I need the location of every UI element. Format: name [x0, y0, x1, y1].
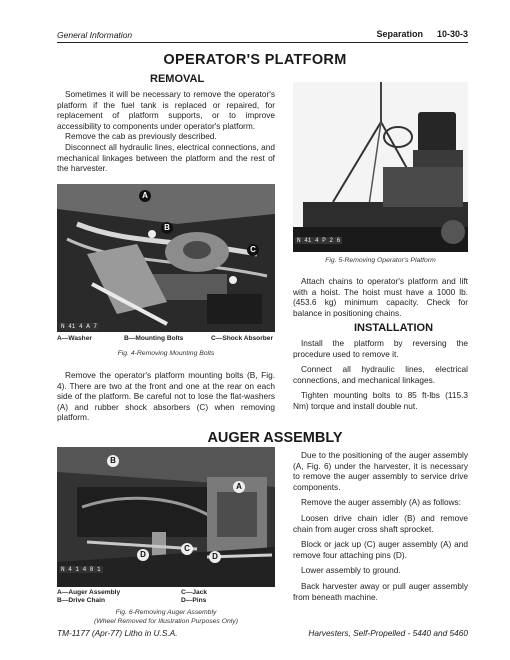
figure-6-photo — [57, 447, 275, 587]
figure-5-photo — [293, 82, 468, 252]
callout-b: B — [107, 455, 119, 467]
legend-item: B—Drive Chain — [57, 597, 105, 605]
header-rule — [57, 42, 468, 43]
figure-4-photo — [57, 184, 275, 332]
photo-stamp: N 41 4 A 7 — [61, 323, 98, 330]
paragraph: Due to the positioning of the auger assembly (A, Fig. 6) under the harvester, it is necessary to remove the auger assembly to service drive components. — [293, 450, 468, 492]
callout-a: A — [139, 190, 151, 202]
figure-6-legend-left — [57, 589, 120, 605]
callout-d: D — [209, 551, 221, 563]
paragraph: Lower assembly to ground. — [301, 565, 401, 576]
paragraph: Remove the auger assembly (A) as follows: — [301, 497, 462, 508]
running-header-left: General Information — [57, 30, 133, 40]
footer-right: Harvesters, Self-Propelled - 5440 and 5460 — [308, 628, 468, 638]
removal-heading: REMOVAL — [150, 73, 205, 85]
page-title: OPERATOR'S PLATFORM — [163, 52, 347, 68]
attach-chains-text — [293, 276, 468, 318]
figure-6-legend-right — [181, 589, 207, 605]
callout-c: C — [181, 543, 193, 555]
running-header-right — [376, 29, 468, 39]
callout-d: D — [137, 549, 149, 561]
caption-line: (Wheel Removed for Illustration Purposes Only) — [94, 617, 238, 625]
figure-5-caption: Fig. 5-Removing Operator's Platform — [325, 257, 436, 264]
callout-b: B — [161, 222, 173, 234]
photo-stamp: N 4 1 4 8 1 — [61, 566, 101, 573]
auger-text — [293, 450, 468, 602]
paragraph: Block or jack up (C) auger assembly (A) and remove four attaching pins (D). — [293, 539, 468, 560]
section-name: Separation — [376, 29, 423, 39]
removal-text — [57, 89, 275, 174]
footer-left: TM-1177 (Apr-77) Litho in U.S.A. — [57, 628, 178, 638]
page-number: 10-30-3 — [436, 29, 468, 39]
removal-continued-text — [57, 370, 275, 423]
figure-4-legend-b: B—Mounting Bolts — [124, 335, 184, 342]
paragraph: Tighten mounting bolts to 85 ft-lbs (115.3 Nm) torque and install double nut. — [293, 390, 468, 411]
paragraph: Attach chains to operator's platform and lift with a hoist. The hoist must have a 1000 lb. (453.6 kg) minimum capacity. Check for balance in positioning chains. — [293, 276, 468, 318]
auger-section-title: AUGER ASSEMBLY — [207, 430, 343, 446]
paragraph: Loosen drive chain idler (B) and remove chain from auger cross shaft sprocket. — [293, 512, 468, 534]
legend-item: A—Auger Assembly — [57, 589, 121, 596]
figure-6-caption — [57, 609, 275, 626]
paragraph: Connect all hydraulic lines, electrical connections, and mechanical linkages. — [293, 364, 468, 385]
paragraph: Remove the operator's platform mounting bolts (B, Fig. 4). There are two at the front and one at the rear on each side of the platform. Be careful not to lose the flat-washers (A) and rubber shock absorbers (C) when removing platform. — [57, 370, 275, 423]
paragraph: Install the platform by reversing the procedure used to remove it. — [293, 338, 468, 359]
figure-4-legend-a: A—Washer — [57, 335, 92, 342]
installation-text — [293, 338, 468, 412]
paragraph: Remove the cab as previously described. — [65, 131, 217, 142]
photo-stamp: N 41 4 P 2 6 — [297, 237, 341, 244]
figure-4-legend-c: C—Shock Absorber — [211, 335, 274, 342]
legend-item: C—Jack — [181, 589, 208, 596]
caption-line: Fig. 6-Removing Auger Assembly — [115, 609, 217, 616]
installation-heading: INSTALLATION — [354, 322, 434, 334]
legend-item: D—Pins — [181, 597, 207, 605]
figure-4-caption: Fig. 4-Removing Mounting Bolts — [117, 350, 215, 357]
figure-4-illustration — [57, 184, 275, 332]
callout-c: C — [247, 244, 259, 256]
paragraph: Disconnect all hydraulic lines, electrical connections, and mechanical linkages between the platform and the rest of the harvester. — [57, 141, 275, 174]
callout-a: A — [233, 481, 245, 493]
figure-5-illustration — [293, 82, 468, 252]
paragraph: Sometimes it will be necessary to remove the operator's platform if the fuel tank is replaced or repaired, for replacement of platform supports, or to improve accessibility to components under operator's platform. — [57, 89, 275, 131]
paragraph: Back harvester away or pull auger assembly from beneath machine. — [293, 580, 468, 602]
